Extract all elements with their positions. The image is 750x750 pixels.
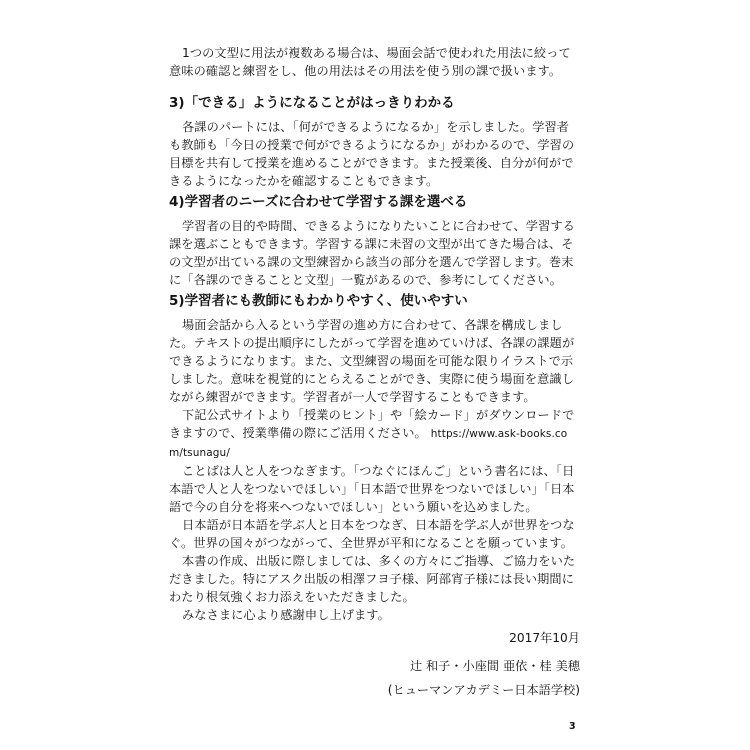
closing-paragraph-1: ことばは人と人をつなぎます。「つなぐにほんご」という書名には、「日本語で人と人をつないでほしい」「日本語で世界をつないでほしい」「日本語で今の自分を将来へつないでほしい」という願いを込めました。 — [169, 464, 575, 514]
intro-paragraph: 1つの文型に用法が複数ある場合は、場面会話で使われた用法に絞って意味の確認と練習をし、他の用法はその用法を使う別の課で扱います。 — [169, 46, 571, 78]
section-3 — [169, 94, 581, 190]
section-3-heading: 3)「できる」ようになることがはっきりわかる — [169, 95, 455, 111]
section-5-body-2-text: 下記公式サイトより「授業のヒント」や「絵カード」がダウンロードできますので、授業準備の際にご活用ください。 — [169, 408, 575, 440]
section-4-heading: 4)学習者のニーズに合わせて学習する課を選べる — [169, 194, 468, 210]
intro-block — [169, 44, 581, 80]
section-4 — [169, 193, 581, 289]
page-number: 3 — [569, 721, 576, 732]
signature-date: 2017年10月 — [509, 631, 580, 645]
section-4-body: 学習者の目的や時間、できるようになりたいことに合わせて、学習する課を選ぶこともできます。学習する課に未習の文型が出てきた場合は、その文型が出ている課の文型練習から該当の部分を選んで学習します。巻末に「各課のできることと文型」一覧があるので、参考にしてください。 — [169, 219, 575, 287]
closing-paragraph-2: 日本語が日本語を学ぶ人と日本をつなぎ、日本語を学ぶ人が世界をつなぐ。世界の国々がつながって、全世界が平和になることを願っています。 — [169, 518, 575, 550]
section-5-body-2 — [169, 406, 581, 462]
section-3-body: 各課のパートには、「何ができるようになるか」を示しました。学習者も教師も「今日の授業で何ができるようになるか」がわかるので、学習の目標を共有して授業を進めることができます。また授業後、自分が何ができるようになったかを確認することもできます。 — [169, 120, 575, 188]
section-5 — [169, 292, 581, 462]
closing-paragraph-3: 本書の作成、出版に際しましては、多くの方々にご指導、ご協力をいただきました。特にアスク出版の相澤フヨ子様、阿部宵子様には長い期間にわたり根気強くお力添えをいただきました。 — [169, 554, 576, 604]
closing-block — [169, 462, 581, 624]
official-site-url[interactable]: https://www.ask-books.com/tsunagu/ — [169, 428, 568, 459]
closing-paragraph-4: みなさまに心より感謝申し上げます。 — [182, 608, 390, 622]
signature-organization: (ヒューマンアカデミー日本語学校) — [387, 683, 580, 697]
section-5-body-1: 場面会話から入るという学習の進め方に合わせて、各課を構成しました。テキストの提出順序にしたがって学習を進めていけば、各課の課題ができるようになります。また、文型練習の場面を可能な限りイラストで示しました。意味を視覚的にとらえることができ、実際に使う場面を意識しながら練習ができます。学習者が一人で学習することもできます。 — [169, 318, 575, 404]
section-5-heading: 5)学習者にも教師にもわかりやすく、使いやすい — [169, 293, 468, 309]
signature-authors: 辻 和子・小座間 亜依・桂 美穂 — [409, 659, 580, 673]
